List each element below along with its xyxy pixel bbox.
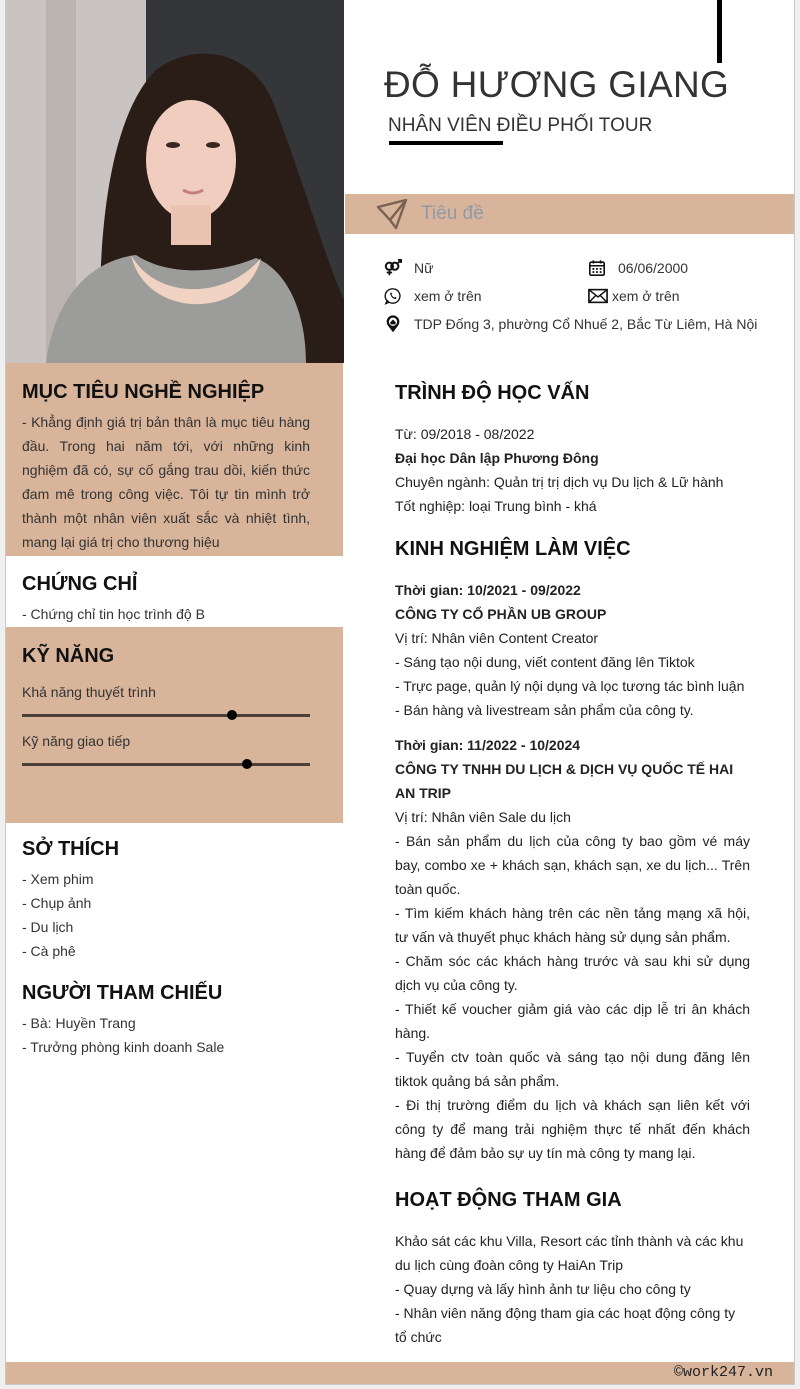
profile-photo xyxy=(6,0,344,363)
job-period: Thời gian: 10/2021 - 09/2022 xyxy=(395,582,581,598)
job-entry xyxy=(395,733,750,1165)
education-major: Chuyên ngành: Quản trị trị dịch vụ Du lịch & Lữ hành xyxy=(395,474,724,490)
decorative-vertical-bar xyxy=(717,0,722,63)
education-period: Từ: 09/2018 - 08/2022 xyxy=(395,426,535,442)
activity-item: - Quay dựng và lấy hình ảnh tư liệu cho công ty xyxy=(395,1281,691,1297)
footer-band xyxy=(6,1362,795,1384)
gender-icon xyxy=(384,259,402,277)
skills-heading: KỸ NĂNG xyxy=(22,645,115,667)
contact-gender xyxy=(384,259,433,277)
section-education xyxy=(395,382,750,518)
section-activities xyxy=(395,1189,750,1349)
job-duty: - Sáng tạo nội dung, viết content đăng lên Tiktok xyxy=(395,654,695,670)
contact-email xyxy=(588,287,680,305)
cv-page xyxy=(5,0,795,1385)
watermark: ©work247.vn xyxy=(673,1364,773,1381)
certificate-item: - Chứng chỉ tin học trình độ B xyxy=(22,606,205,622)
skill-label: Kỹ năng giao tiếp xyxy=(22,733,131,749)
section-references xyxy=(6,982,343,1059)
references-heading: NGƯỜI THAM CHIẾU xyxy=(22,982,223,1004)
job-company: CÔNG TY TNHH DU LỊCH & DỊCH VỤ QUỐC TẾ HAI AN TRIP xyxy=(395,761,734,801)
skill-item xyxy=(22,684,310,717)
gender-value: Nữ xyxy=(414,260,434,276)
birthday-value: 06/06/2000 xyxy=(618,260,689,276)
candidate-name: ĐỖ HƯƠNG GIANG xyxy=(384,64,730,105)
job-duty: - Bán hàng và livestream sản phẩm của công ty. xyxy=(395,702,694,718)
activity-item: - Nhân viên năng động tham gia các hoạt động công ty tổ chức xyxy=(395,1305,736,1345)
skill-item xyxy=(22,733,310,766)
section-certificates xyxy=(6,556,343,627)
paper-plane-icon xyxy=(375,197,409,231)
contact-address xyxy=(384,315,757,333)
email-value[interactable]: xem ở trên xyxy=(612,288,680,304)
hobby-item: - Du lịch xyxy=(22,919,74,935)
job-duty: - Thiết kế voucher giảm giá vào các dịp lễ tri ân khách hàng. xyxy=(395,1001,750,1041)
job-duty: - Bán sản phẩm du lịch của công ty bao gồm vé máy bay, combo xe + khách sạn, khách sạn, xe du lịch... Trên toàn quốc. xyxy=(395,833,750,897)
section-experience xyxy=(395,538,750,1176)
hobbies-heading: SỞ THÍCH xyxy=(22,838,120,860)
job-period: Thời gian: 11/2022 - 10/2024 xyxy=(395,737,581,753)
job-title: NHÂN VIÊN ĐIỀU PHỐI TOUR xyxy=(388,115,653,136)
job-duty: - Chăm sóc các khách hàng trước và sau khi sử dụng dịch vụ của công ty. xyxy=(395,953,750,993)
experience-heading: KINH NGHIỆM LÀM VIỆC xyxy=(395,538,631,560)
hobby-item: - Chụp ảnh xyxy=(22,895,92,911)
job-entry xyxy=(395,578,750,722)
section-objective xyxy=(6,363,343,556)
reference-item: - Bà: Huyền Trang xyxy=(22,1015,136,1031)
title-placeholder[interactable]: Tiêu đề xyxy=(421,203,484,224)
job-company: CÔNG TY CỔ PHẦN UB GROUP xyxy=(395,606,607,622)
objective-heading: MỤC TIÊU NGHỀ NGHIỆP xyxy=(22,381,265,403)
location-home-icon xyxy=(384,315,402,333)
job-position: Vị trí: Nhân viên Sale du lịch xyxy=(395,809,571,825)
job-title-underline xyxy=(389,141,503,145)
address-value: TDP Đống 3, phường Cổ Nhuế 2, Bắc Từ Liêm, Hà Nội xyxy=(414,316,758,332)
skill-level-handle[interactable] xyxy=(242,759,252,769)
contact-birthday xyxy=(588,259,688,277)
section-skills xyxy=(6,627,343,823)
section-hobbies xyxy=(6,838,343,963)
education-school: Đại học Dân lập Phương Đông xyxy=(395,450,599,466)
skill-level-handle[interactable] xyxy=(227,710,237,720)
activities-heading: HOẠT ĐỘNG THAM GIA xyxy=(395,1189,622,1211)
contact-phone xyxy=(384,287,482,305)
job-duty: - Trực page, quản lý nội dụng và lọc tương tác bình luận xyxy=(395,678,745,694)
calendar-icon xyxy=(588,259,606,277)
hobby-item: - Xem phim xyxy=(22,871,94,887)
phone-value[interactable]: xem ở trên xyxy=(414,288,482,304)
job-duty: - Tuyển ctv toàn quốc và sáng tạo nội dung đăng lên tiktok quảng bá sản phẩm. xyxy=(395,1049,750,1089)
objective-text: - Khẳng định giá trị bản thân là mục tiêu hàng đầu. Trong hai năm tới, với những kinh nghiệm đã có, sự cố gắng trau dồi, kiến thức đam mê trong công việc. Tôi tự tin mình trở thành một nhân viên xuất sắc và nhiệt tình, mang lại giá trị cho thương hiệu xyxy=(22,414,310,550)
job-duty: - Tìm kiếm khách hàng trên các nền tảng mạng xã hội, tư vấn và thuyết phục khách hàng sử dụng sản phẩm. xyxy=(395,905,750,945)
education-graduation: Tốt nghiệp: loại Trung bình - khá xyxy=(395,498,597,514)
hobby-item: - Cà phê xyxy=(22,943,76,959)
job-position: Vị trí: Nhân viên Content Creator xyxy=(395,630,599,646)
activity-item: Khảo sát các khu Villa, Resort các tỉnh thành và các khu du lịch cùng đoàn công ty HaiAn Trip xyxy=(395,1233,744,1273)
education-heading: TRÌNH ĐỘ HỌC VẤN xyxy=(395,382,590,404)
mail-icon xyxy=(588,287,608,305)
skill-level-slider[interactable] xyxy=(22,714,310,717)
reference-item: - Trưởng phòng kinh doanh Sale xyxy=(22,1039,225,1055)
portrait-image xyxy=(6,0,344,363)
job-duty: - Đi thị trường điểm du lịch và khách sạn liên kết với công ty để mang trải nghiệm thực tế nhất đến khách hàng để đảm bảo sự uy tín mà công ty mang lại. xyxy=(395,1097,750,1161)
skill-label: Khả năng thuyết trình xyxy=(22,684,156,700)
title-band[interactable] xyxy=(345,194,795,234)
phone-icon xyxy=(384,287,402,305)
certificates-heading: CHỨNG CHỈ xyxy=(22,573,138,595)
skill-level-slider[interactable] xyxy=(22,763,310,766)
